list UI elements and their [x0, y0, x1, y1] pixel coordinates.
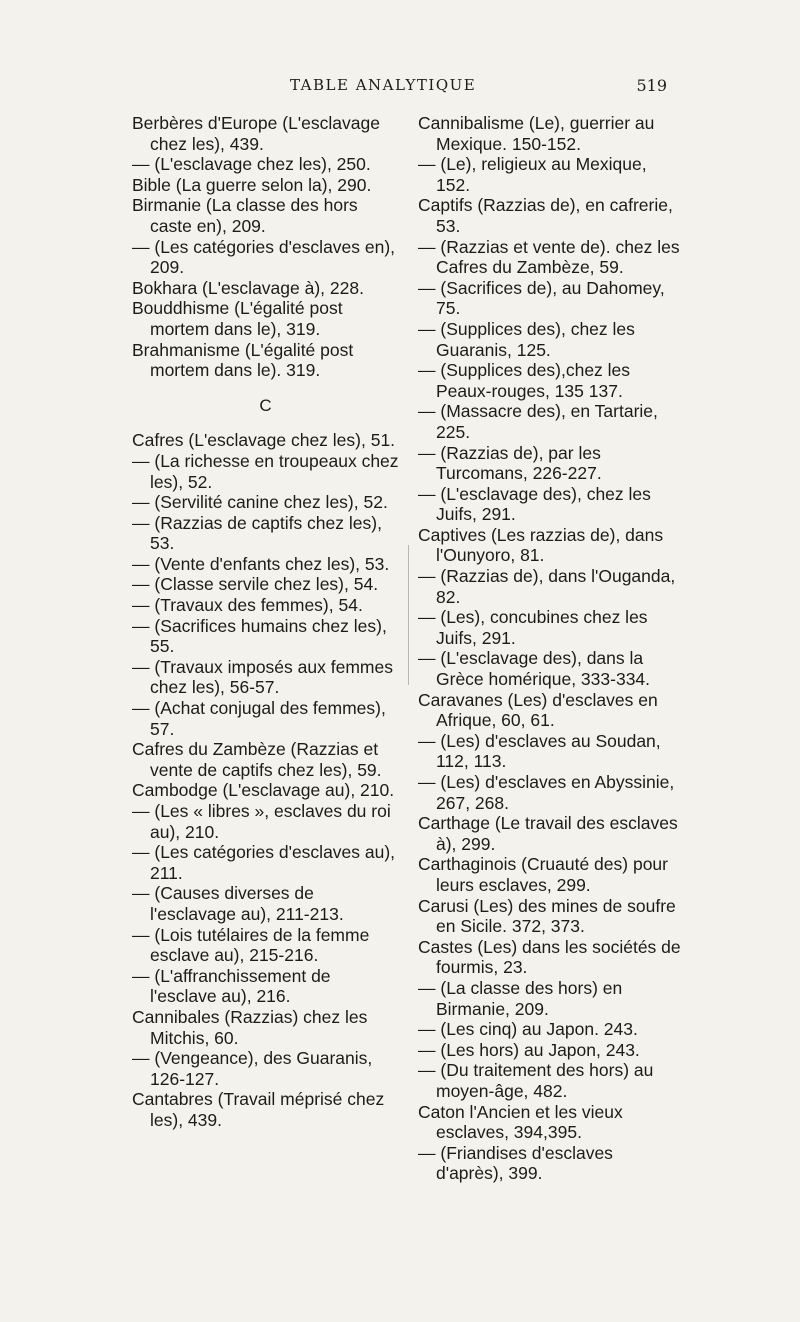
index-entry: — (Friandises d'esclaves d'après), 399. [418, 1142, 613, 1184]
index-entry: — (Les), concubines chez les Juifs, 291. [418, 607, 648, 648]
index-entry: — (L'affranchissement de l'esclave au), 216. [132, 965, 331, 1007]
column-divider [408, 545, 409, 685]
index-entry: Cannibales (Razzias) chez les Mitchis, 60. [132, 1006, 368, 1048]
index-entry: — (Vente d'enfants chez les), 53. [132, 553, 390, 574]
index-entry: Berbères d'Europe (L'esclavage chez les), 439. [132, 113, 380, 154]
index-entry: — (Razzias et vente de). chez les Cafres du Zambèze, 59. [418, 236, 680, 278]
index-entry: — (L'esclavage des), chez les Juifs, 291. [418, 483, 651, 525]
page-number: 519 [636, 76, 667, 95]
index-entry: — (Travaux des femmes), 54. [132, 595, 363, 616]
index-entry: — (Lois tutélaires de la femme esclave au), 215-216. [132, 924, 370, 966]
index-entry: Cafres (L'esclavage chez les), 51. [132, 430, 396, 451]
index-entry: — (L'esclavage des), dans la Grèce homérique, 333-334. [418, 648, 651, 690]
index-entry: — (Le), religieux au Mexique, 152. [418, 154, 647, 195]
index-entry: Cafres du Zambèze (Razzias et vente de captifs chez les), 59. [132, 739, 382, 780]
index-entry: — (Sacrifices de), au Dahomey, 75. [418, 277, 665, 319]
index-entry: — (Les catégories d'esclaves en), 209. [132, 236, 396, 278]
index-entry: — (Les hors) au Japon, 243. [418, 1039, 640, 1060]
index-entry: Birmanie (La classe des hors caste en), 209. [132, 195, 358, 236]
index-entry: — (Razzias de), par les Turcomans, 226-227. [418, 442, 602, 484]
index-entry: — (Sacrifices humains chez les), 55. [132, 615, 387, 657]
index-entry: — (Du traitement des hors) au moyen-âge, 482. [418, 1060, 654, 1101]
section-letter: C [259, 395, 272, 415]
index-entry: — (Supplices des),chez les Peaux-rouges, 135 137. [418, 360, 631, 401]
index-entry: Bokhara (L'esclavage à), 228. [132, 277, 364, 298]
index-entry: Cannibalisme (Le), guerrier au Mexique. 150-152. [418, 113, 655, 154]
index-entry: — (Achat conjugal des femmes), 57. [132, 698, 386, 739]
running-title: TABLE ANALYTIQUE [290, 76, 477, 94]
index-entry: Captives (Les razzias de), dans l'Ounyoro, 81. [418, 524, 664, 566]
index-entry: — (Classe servile chez les), 54. [132, 574, 379, 595]
left-column [132, 113, 399, 1131]
index-entry: — (L'esclavage chez les), 250. [132, 154, 371, 175]
index-entry: — (La classe des hors) en Birmanie, 209. [418, 977, 623, 1019]
index-entry: Carthage (Le travail des esclaves à), 299. [418, 813, 678, 854]
index-entry: Carthaginois (Cruauté des) pour leurs esclaves, 299. [418, 854, 668, 895]
index-entry: — (Supplices des), chez les Guaranis, 125. [418, 318, 635, 360]
index-entry: — (Causes diverses de l'esclavage au), 211-213. [132, 883, 344, 924]
index-entry: — (Les) d'esclaves au Soudan, 112, 113. [418, 730, 661, 772]
index-entry: Brahmanisme (L'égalité post mortem dans le). 319. [132, 339, 354, 381]
index-entry: Cantabres (Travail méprisé chez les), 439. [132, 1089, 385, 1130]
index-entry: — (Razzias de), dans l'Ouganda, 82. [418, 566, 676, 607]
index-entry: Caton l'Ancien et les vieux esclaves, 394,395. [418, 1101, 623, 1143]
index-entry: Bible (La guerre selon la), 290. [132, 174, 372, 195]
index-entry: Captifs (Razzias de), en cafrerie, 53. [418, 195, 673, 236]
page-header [0, 76, 800, 100]
index-entry: — (Travaux imposés aux femmes chez les), 56-57. [132, 656, 393, 698]
index-entry: Cambodge (L'esclavage au), 210. [132, 780, 395, 801]
index-entry: — (Les « libres », esclaves du roi au), 210. [132, 801, 391, 842]
right-column [418, 113, 684, 1184]
index-entry: — (Les catégories d'esclaves au), 211. [132, 842, 396, 883]
index-entry: Caravanes (Les) d'esclaves en Afrique, 60, 61. [418, 689, 658, 731]
index-entry: — (Vengeance), des Guaranis, 126-127. [132, 1048, 373, 1089]
index-entry: Castes (Les) dans les sociétés de fourmis, 23. [418, 936, 681, 978]
index-entry: — (Massacre des), en Tartarie, 225. [418, 401, 658, 442]
index-entry: — (Razzias de captifs chez les), 53. [132, 512, 382, 554]
index-entry: — (La richesse en troupeaux chez les), 52. [132, 450, 399, 492]
index-entry: Bouddhisme (L'égalité post mortem dans le), 319. [132, 298, 343, 339]
index-entry: — (Les cinq) au Japon. 243. [418, 1019, 638, 1040]
index-entry: — (Les) d'esclaves en Abyssinie, 267, 268. [418, 772, 675, 813]
index-entry: Carusi (Les) des mines de soufre en Sicile. 372, 373. [418, 895, 676, 937]
index-entry: — (Servilité canine chez les), 52. [132, 492, 388, 513]
